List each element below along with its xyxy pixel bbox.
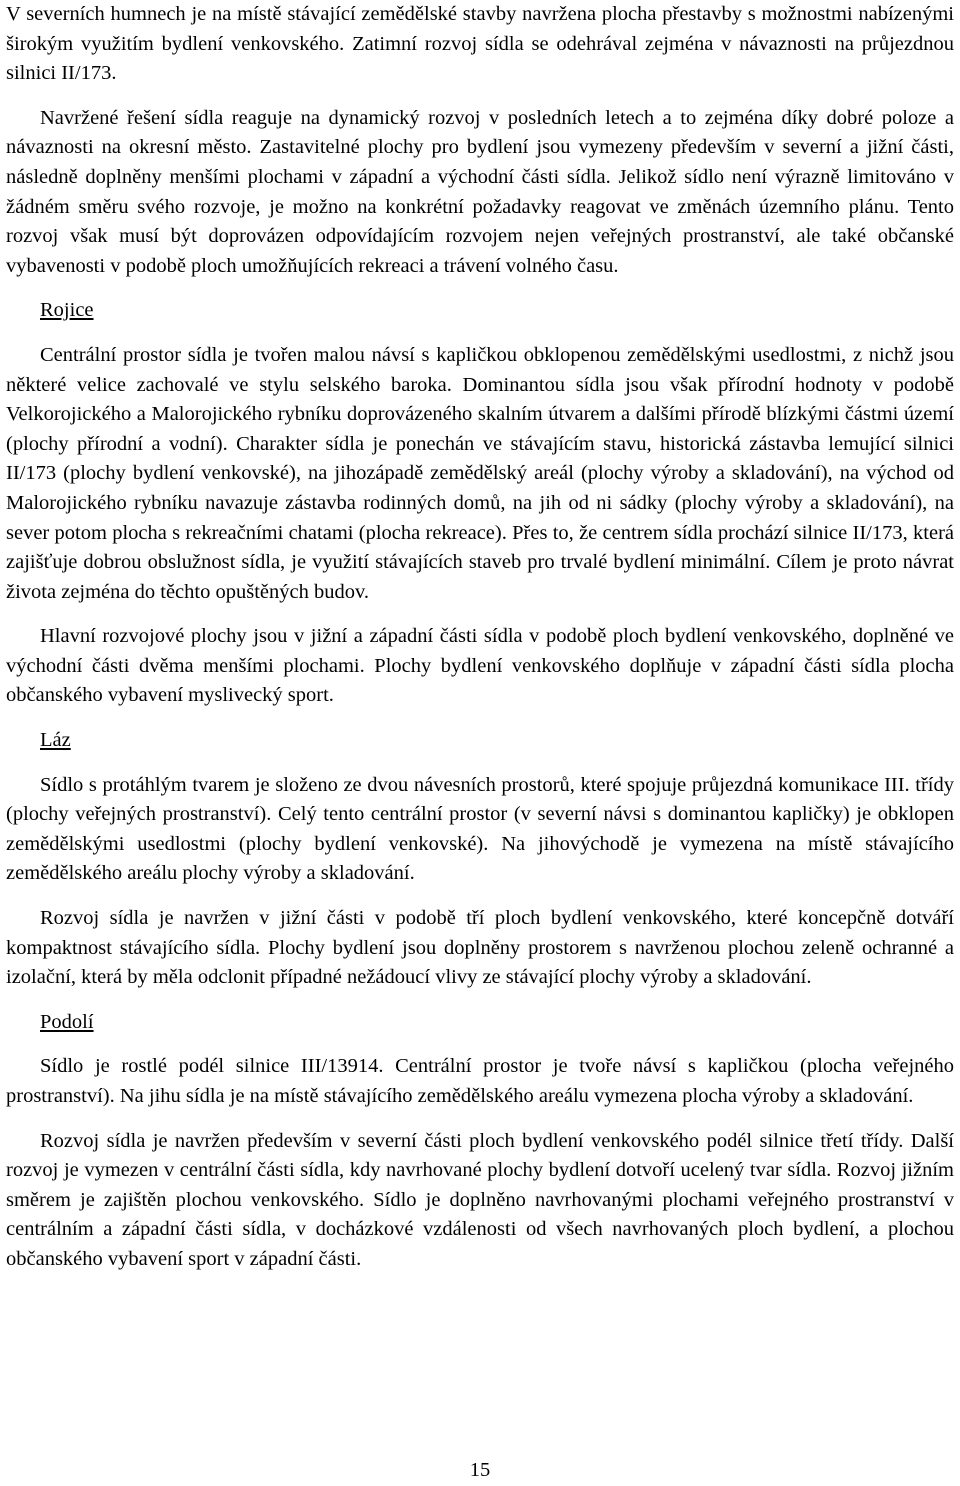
section-heading-laz: Láz [40, 729, 71, 752]
podoli-paragraph-2: Rozvoj sídla je navržen především v severní části ploch bydlení venkovského podél silnice třetí třídy. Další rozvoj je vymezen v centrální části sídla, kdy navrhované plochy bydlení dotvoří ucelený tvar sídla. Rozvoj jižním směrem je zajištěn plochou venkovského. Sídlo je doplněno navrhovanými plochami veřejného prostranství v centrálním a západní části sídla, v docházkové vzdálenosti od všech navrhovaných ploch bydlení, a plochou občanského vybavení sport v západní části. [6, 1129, 954, 1270]
intro-paragraph: V severních humnech je na místě stávající zemědělské stavby navržena plocha přestavby s možnostmi nabízenými širokým využitím bydlení venkovského. Zatimní rozvoj sídla se odehrával zejména v návaznosti na průjezdnou silnici II/173. [6, 3, 954, 85]
section-heading-podoli: Podolí [40, 1010, 94, 1033]
podoli-paragraph-1: Sídlo je rostlé podél silnice III/13914. Centrální prostor je tvoře návsí s kapličkou (plocha veřejného prostranství). Na jihu sídla je na místě stávajícího zemědělského areálu vymezena plocha výroby a skladování. [6, 1055, 954, 1107]
section-heading-rojice: Rojice [40, 299, 94, 322]
laz-paragraph-2: Rozvoj sídla je navržen v jižní části v podobě tří ploch bydlení venkovského, které koncepčně dotváří kompaktnost stávajícího sídla. Plochy bydlení jsou doplněny prostorem s navrženou plochou zeleně ochranné a izolační, která by měla odclonit případné nežádoucí vlivy ze stávající plochy výroby a skladování. [6, 907, 954, 989]
intro-paragraph-2: Navržené řešení sídla reaguje na dynamický rozvoj v posledních letech a to zejména díky dobré poloze a návaznosti na okresní město. Zastavitelné plochy pro bydlení jsou vymezeny především v severní a jižní části, následně doplněny menšími plochami v západní a východní části sídla. Jelikož sídlo není výrazně limitováno v žádném směru svého rozvoje, je možno na konkrétní požadavky reagovat ve změnách územního plánu. Tento rozvoj však musí být doprovázen odpovídajícím rozvojem nejen veřejných prostranství, ale také občanské vybavenosti v podobě ploch umožňujících rekreaci a trávení volného času. [6, 106, 954, 277]
page-number: 15 [469, 1459, 491, 1481]
laz-paragraph-1: Sídlo s protáhlým tvarem je složeno ze dvou návesních prostorů, které spojuje průjezdná komunikace III. třídy (plochy veřejných prostranství). Celý tento centrální prostor (v severní návsi s dominantou kapličky) je obklopen zemědělskými usedlostmi (plochy bydlení venkovské). Na jihovýchodě je vymezena na místě stávajícího zemědělského areálu plochy výroby a skladování. [6, 773, 954, 885]
rojice-paragraph-1: Centrální prostor sídla je tvořen malou návsí s kapličkou obklopenou zemědělskými usedlostmi, z nichž jsou některé velice zachovalé ve stylu selského baroka. Dominantou sídla jsou však přírodní hodnoty v podobě Velkorojického a Malorojického rybníku doprovázeného skalním útvarem a dalšími přírodě blízkými částmi území (plochy přírodní a vodní). Charakter sídla je ponechán ve stávajícím stavu, historická zástavba lemující silnici II/173 (plochy bydlení venkovské), na jihozápadě zemědělský areál (plochy výroby a skladování), na východ od Malorojického rybníku navazuje zástavba rodinných domů, na jih od ni sádky (plochy výroby a skladování), na sever potom plocha s rekreačními chatami (plocha rekreace). Přes to, že centrem sídla prochází silnice II/173, která zajišťuje dobrou obslužnost sídla, je využití stávajících staveb pro trvalé bydlení minimální. Cílem je proto návrat života zejména do těchto opuštěných budov. [6, 343, 954, 603]
rojice-paragraph-2: Hlavní rozvojové plochy jsou v jižní a západní části sídla v podobě ploch bydlení venkovského, doplněné ve východní části dvěma menšími plochami. Plochy bydlení venkovského doplňuje v západní části sídla plocha občanského vybavení myslivecký sport. [6, 625, 954, 707]
document-page [6, 0, 954, 1275]
